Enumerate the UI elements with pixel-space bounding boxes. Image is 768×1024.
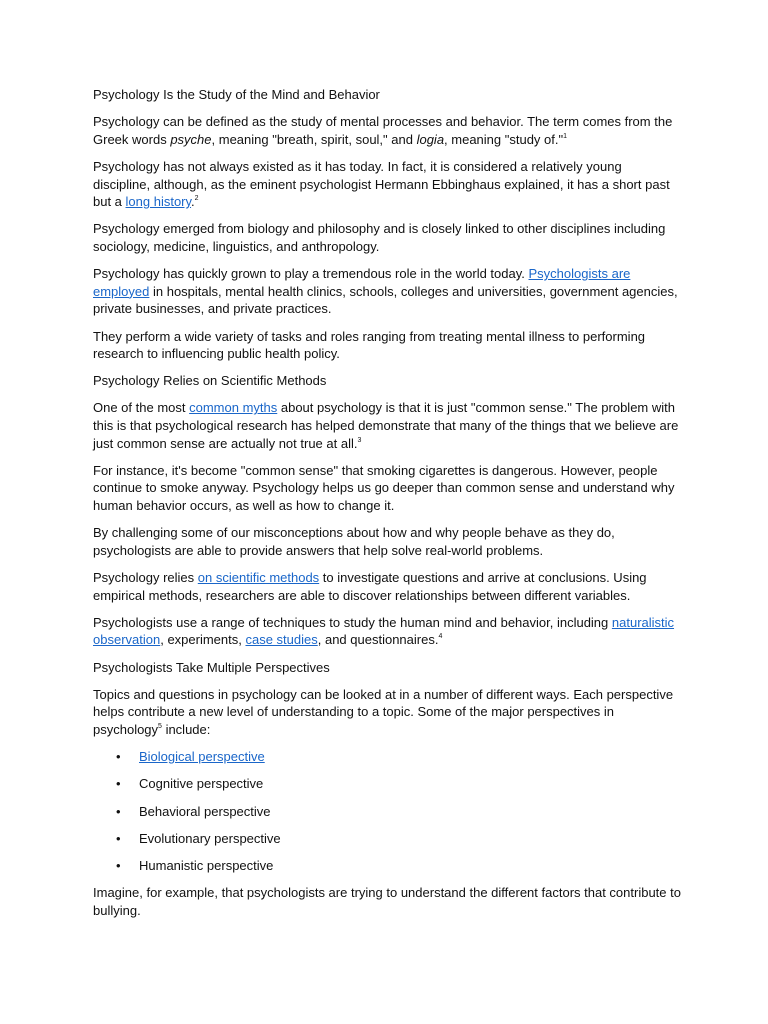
link-long-history[interactable]: long history [125, 194, 192, 210]
text-run: in hospitals, mental health clinics, schools, colleges and universities, government agencies, private businesses, and private practices. [93, 283, 678, 317]
link-case-studies[interactable]: case studies [245, 632, 318, 648]
text-run: Psychologists use a range of techniques to study the human mind and behavior, including [93, 614, 612, 630]
footnote-ref-4: 4 [438, 633, 443, 641]
link-biological-perspective[interactable]: Biological perspective [139, 749, 265, 765]
section-heading-study: Psychology Is the Study of the Mind and Behavior [93, 87, 380, 102]
text-run: Psychology relies [93, 570, 198, 585]
paragraph-smoking: For instance, it's become "common sense" that smoking cigarettes is dangerous. However, people continue to smoke anyway. Psychology helps us go deeper than common sense and understand why human behavior occurs, as well as how to change it. [93, 462, 675, 514]
footnote-ref-2: 2 [194, 195, 199, 203]
perspectives-list [93, 748, 681, 874]
text-run: Psychology can be defined as the study of mental processes and behavior. The term comes from the Greek words [93, 114, 673, 147]
footnote-ref-3: 3 [357, 436, 362, 444]
text-run: Topics and questions in psychology can be looked at in a number of different ways. Each perspective helps contribute a new level of understanding to a topic. Some of the major perspectives in psychology [93, 686, 674, 737]
text-run: Psychology has quickly grown to play a tremendous role in the world today. [93, 266, 529, 282]
section-heading-scientific-methods: Psychology Relies on Scientific Methods [93, 373, 327, 389]
link-scientific-methods[interactable]: on scientific methods [197, 570, 320, 585]
paragraph-methods [93, 569, 681, 604]
paragraph-tasks: They perform a wide variety of tasks and roles ranging from treating mental illness to performing research to influencing public health policy. [93, 328, 646, 362]
list-item-label: Humanistic perspective [139, 857, 274, 873]
bullet-icon: • [116, 803, 121, 819]
text-run: Psychology has not always existed as it has today. In fact, it is considered a relatively young discipline, although, as the eminent psychologist Hermann Ebbinghaus explained, it has a short past but a [93, 158, 670, 210]
footnote-ref-5: 5 [158, 722, 162, 730]
list-item[interactable] [93, 748, 681, 766]
bullet-icon: • [116, 776, 121, 792]
paragraph-perspectives-intro [93, 686, 681, 739]
list-item [93, 775, 681, 793]
list-item [93, 803, 681, 821]
paragraph-definition [93, 113, 681, 148]
text-run: , experiments, [160, 632, 246, 648]
bullet-icon: • [116, 749, 121, 765]
paragraph-myths [93, 399, 681, 452]
paragraph-role [93, 265, 681, 318]
text-run: , and questionnaires. [317, 632, 439, 648]
text-run: include: [161, 721, 211, 737]
paragraph-bullying: Imagine, for example, that psychologists are trying to understand the different factors that contribute to bullying. [93, 885, 681, 918]
text-run: One of the most [93, 400, 190, 416]
text-run: . [191, 194, 195, 210]
term-psyche: psyche [170, 131, 212, 147]
document-page [93, 86, 681, 929]
text-run: , meaning "breath, spirit, soul," and [211, 131, 417, 147]
list-item-label: Behavioral perspective [139, 803, 271, 819]
list-item [93, 857, 681, 875]
term-logia: logia [416, 131, 445, 147]
section-heading-perspectives: Psychologists Take Multiple Perspectives [93, 659, 330, 675]
paragraph-origins: Psychology emerged from biology and philosophy and is closely linked to other disciplines including sociology, medicine, linguistics, and anthropology. [93, 221, 666, 254]
paragraph-history [93, 158, 681, 211]
link-psychologists-employed[interactable]: Psychologists are employed [93, 266, 631, 299]
text-run: , meaning "study of." [444, 131, 564, 147]
bullet-icon: • [116, 857, 121, 873]
bullet-icon: • [116, 830, 121, 846]
list-item-label: Evolutionary perspective [139, 830, 281, 846]
link-naturalistic-observation[interactable]: naturalistic observation [93, 614, 675, 648]
text-run: to investigate questions and arrive at conclusions. Using empirical methods, researchers are able to discover relationships between different variables. [93, 570, 647, 603]
link-common-myths[interactable]: common myths [189, 400, 278, 416]
paragraph-techniques [93, 614, 681, 649]
text-run: about psychology is that it is just "common sense." The problem with this is that psychological research has helped demonstrate that many of the things that we believe are just common sense are actually not true at all. [93, 400, 679, 451]
footnote-ref-1: 1 [563, 132, 568, 140]
list-item-label: Cognitive perspective [139, 776, 264, 792]
list-item [93, 830, 681, 848]
paragraph-misconceptions: By challenging some of our misconceptions about how and why people behave as they do, psychologists are able to provide answers that help solve real-world problems. [93, 525, 615, 558]
